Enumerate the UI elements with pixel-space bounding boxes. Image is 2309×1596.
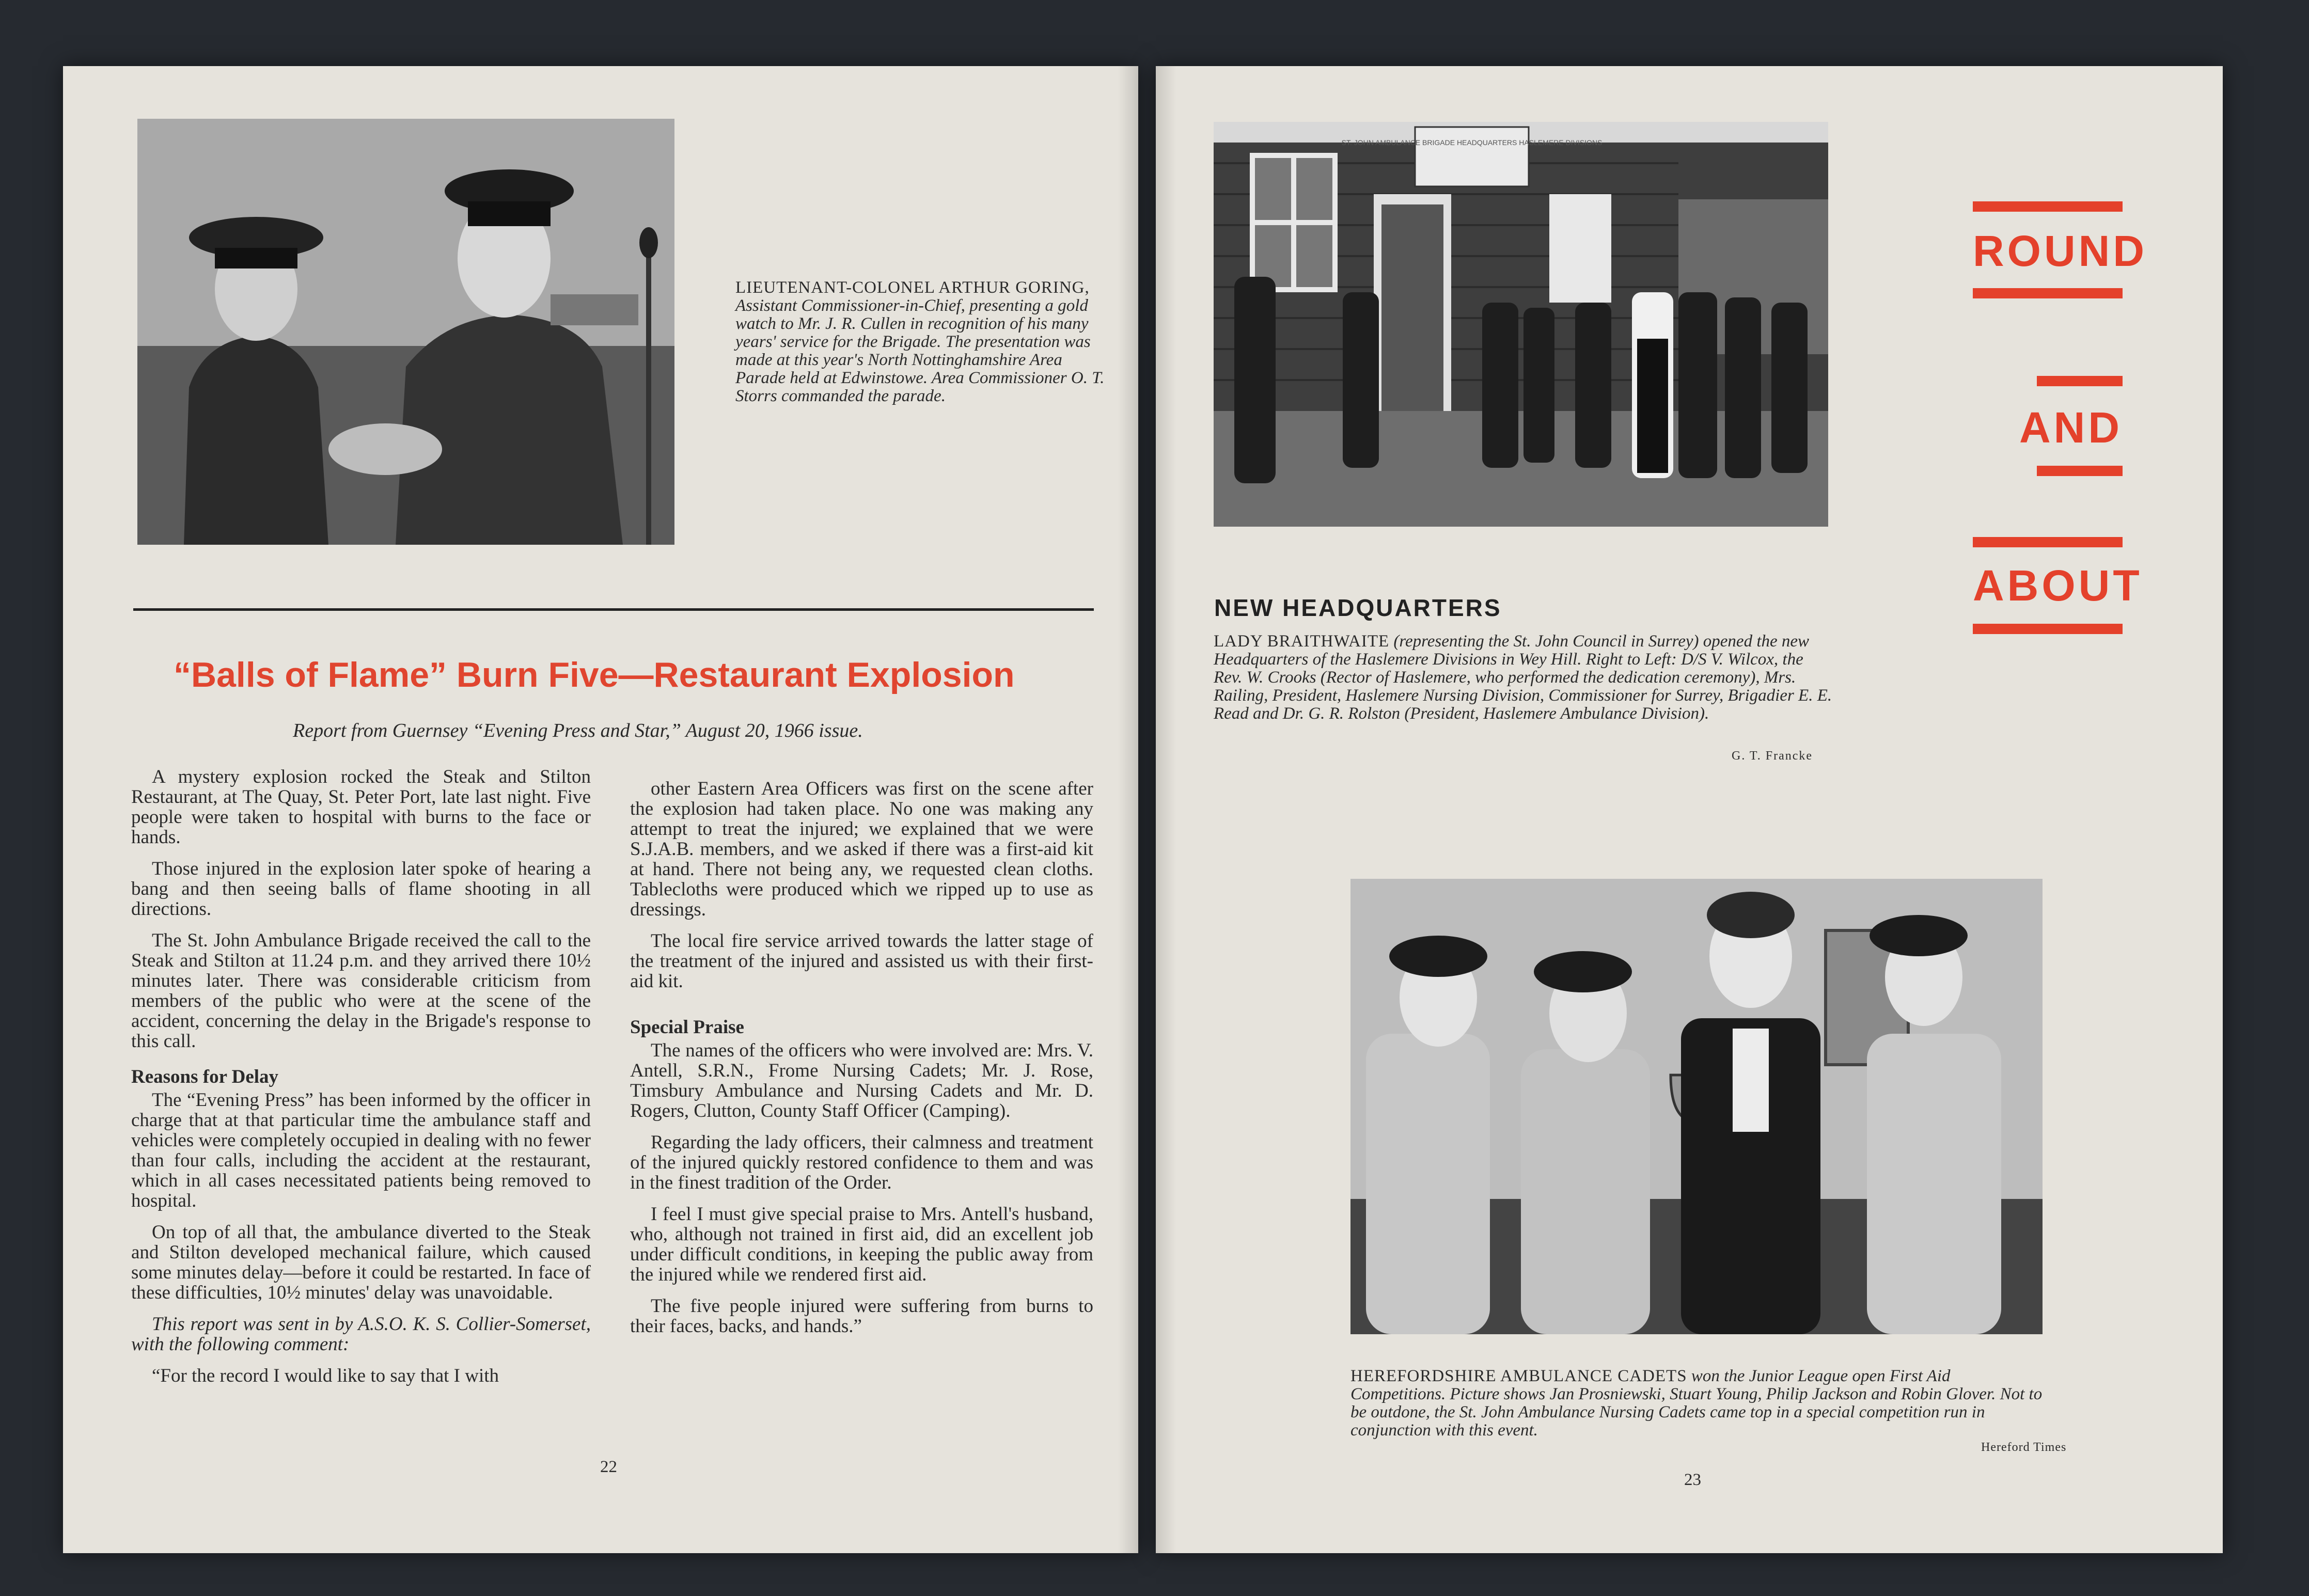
paragraph: Regarding the lady officers, their calmness and treatment of the injured quickly restored confidence to them and was in the finest tradition of the Order. — [630, 1132, 1093, 1193]
round-and-about — [1973, 201, 2147, 634]
page-number: 22 — [600, 1458, 617, 1476]
paragraph: “For the record I would like to say that I with — [152, 1365, 499, 1386]
photo-credit: Hereford Times — [1981, 1441, 2067, 1454]
red-bar — [1973, 201, 2123, 212]
paragraph: This report was sent in by A.S.O. K. S. Collier-Somerset, with the following comment: — [131, 1314, 591, 1355]
paragraph: The local fire service arrived towards the latter stage of the treatment of the injured and assisted us with their first-aid kit. — [630, 930, 1093, 992]
left-page — [63, 66, 1138, 1553]
caption-text: (representing the St. John Council in Surrey) opened the new Headquarters of the Haslemere Divisions in Wey Hill. Right to Left: D/S V. Wilcox, the Rev. W. Crooks (Rector of Haslemere, who performed the dedication ceremony), Mrs. Railing, President, Haslemere Nursing Division, Commissioner for Surrey, Brigadier E. E. Read and Dr. G. R. Rolston (President, Haslemere Ambulance Division). — [1214, 632, 1832, 723]
headquarters-photo — [1214, 122, 1828, 527]
caption-name: LADY BRAITHWAITE — [1214, 632, 1390, 651]
article-column-1 — [131, 767, 591, 1397]
article-headline: “Balls of Flame” Burn Five—Restaurant Explosion — [174, 655, 1015, 694]
article-column-2 — [630, 779, 1093, 1348]
section-title: NEW HEADQUARTERS — [1214, 594, 1502, 621]
round-word: ROUND — [1973, 227, 2147, 275]
hq-sign-text: ST. JOHN AMBULANCE BRIGADE HEADQUARTERS HASLEMERE DIVISIONS — [1341, 138, 1603, 147]
paragraph: other Eastern Area Officers was first on the scene after the explosion had taken place. No one was making any attempt to treat the injured; we explained that we were S.J.A.B. members, and we asked if there was a first-aid kit at hand. There not being any, we requested clean cloths. Tablecloths were produced which we ripped up to use as dressings. — [630, 778, 1093, 920]
paragraph: The “Evening Press” has been informed by the officer in charge that at that particular time the ambulance staff and vehicles were completely occupied in dealing with no fewer than four calls, including the accident at the restaurant, which in all cases necessitated patients being removed to hospital. — [131, 1089, 591, 1211]
paragraph: The names of the officers who were involved are: Mrs. V. Antell, S.R.N., Frome Nursing Cadets; Mr. J. Rose, Timsbury Ambulance and Nursing Cadets and Mr. D. Rogers, Clutton, County Staff Officer (Camping). — [630, 1040, 1093, 1121]
paragraph: On top of all that, the ambulance diverted to the Steak and Stilton developed mechanical failure, which caused some minutes delay—before it could be restarted. In face of these difficulties, 10½ minutes' delay was unavoidable. — [131, 1222, 591, 1303]
section-divider — [133, 608, 1094, 611]
about-word: ABOUT — [1973, 561, 2143, 610]
red-bar — [2037, 466, 2123, 476]
red-bar — [1973, 624, 2123, 634]
parade-photo — [137, 119, 674, 545]
red-bar — [2037, 376, 2123, 386]
photo-credit: G. T. Francke — [1732, 749, 1813, 763]
headquarters-caption — [1214, 633, 1833, 723]
caption-name: LIEUTENANT-COLONEL ARTHUR GORING, — [735, 278, 1090, 297]
cadets-photo — [1350, 879, 2043, 1334]
page-number: 23 — [1684, 1471, 1701, 1489]
parade-photo-caption — [735, 279, 1107, 405]
caption-name: HEREFORDSHIRE AMBULANCE CADETS — [1350, 1367, 1687, 1385]
paragraph: Those injured in the explosion later spoke of hearing a bang and then seeing balls of flame shooting in all directions. — [131, 858, 591, 920]
subheading-reasons: Reasons for Delay — [131, 1066, 279, 1087]
article-subheading: Report from Guernsey “Evening Press and Star,” August 20, 1966 issue. — [293, 720, 863, 741]
right-page — [1156, 66, 2223, 1553]
paragraph: A mystery explosion rocked the Steak and Stilton Restaurant, at The Quay, St. Peter Port, late last night. Five people were taken to hospital with burns to the face or hands. — [131, 766, 591, 848]
red-bar — [1973, 288, 2123, 298]
red-bar — [1973, 537, 2123, 547]
paragraph: The five people injured were suffering from burns to their faces, backs, and hands.” — [630, 1295, 1093, 1337]
caption-text: won the Junior League open First Aid Competitions. Picture shows Jan Prosniewski, Stuart Young, Philip Jackson and Robin Glover. Not to be outdone, the St. John Ambulance Nursing Cadets came top in a special competition run in conjunction with this event. — [1350, 1367, 2043, 1440]
paragraph: The St. John Ambulance Brigade received the call to the Steak and Stilton at 11.24 p.m. and they arrived there 10½ minutes later. There was considerable criticism from members of the public who were at the scene of the accident, concerning the delay in the Brigade's response to this call. — [131, 930, 591, 1052]
cadets-caption — [1350, 1367, 2043, 1440]
and-word: AND — [2019, 403, 2123, 452]
caption-text: Assistant Commissioner-in-Chief, presenting a gold watch to Mr. J. R. Cullen in recognition of his many years' service for the Brigade. The presentation was made at this year's North Nottinghamshire Area Parade held at Edwinstowe. Area Commissioner O. T. Storrs commanded the parade. — [735, 296, 1105, 405]
subheading-praise: Special Praise — [630, 1017, 744, 1038]
paragraph: I feel I must give special praise to Mrs. Antell's husband, who, although not trained in first aid, did an excellent job under difficult conditions, in keeping the public away from the injured while we rendered first aid. — [630, 1204, 1093, 1285]
